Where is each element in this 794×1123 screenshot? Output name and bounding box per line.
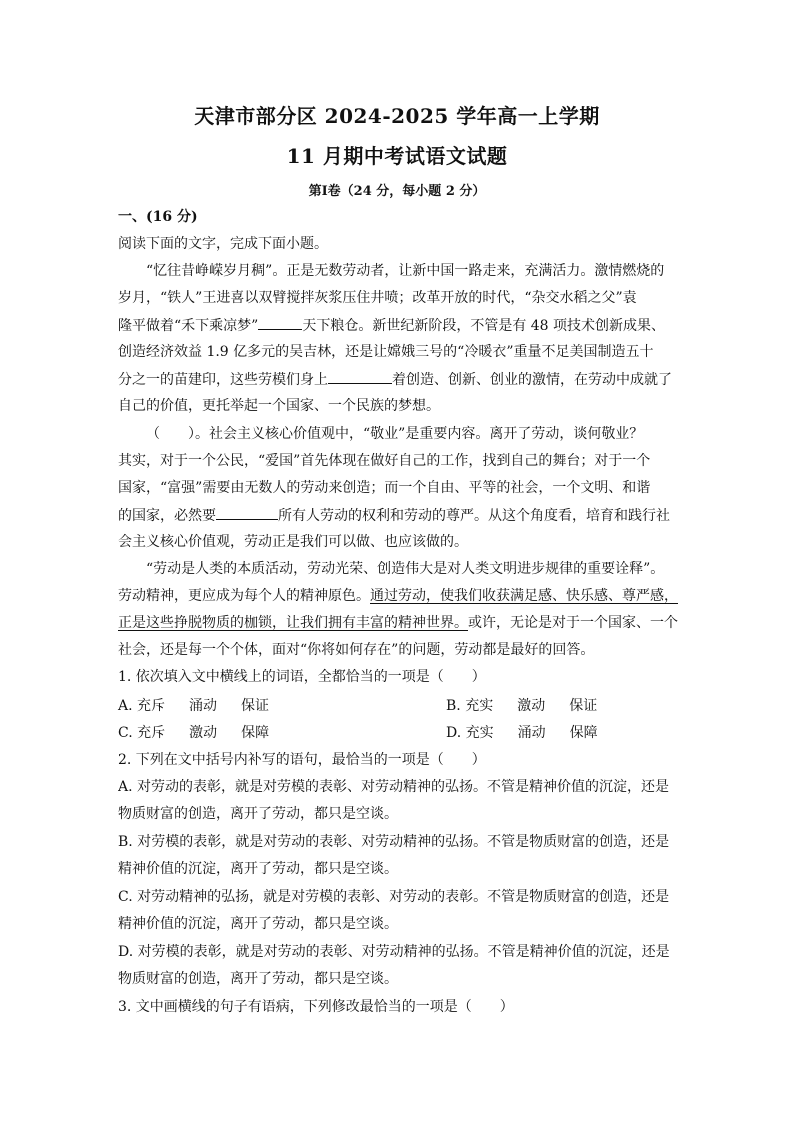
passage-line: 其实，对于一个公民，“爱国”首先体现在做好自己的工作，找到自己的舞台；对于一个 (118, 453, 651, 469)
passage-line: 自己的价值，更托举起一个国家、一个民族的梦想。 (118, 398, 440, 414)
part-label: 一、(16 分) (118, 209, 198, 225)
q2-option-d-cont: 物质财富的创造，离开了劳动，都只是空谈。 (118, 971, 398, 987)
passage-line (118, 315, 688, 336)
underlined-sentence: 通过劳动，使我们收获满足感、快乐感、尊严感， (370, 588, 678, 604)
exam-title-line1: 天津市部分区 2024-2025 学年高一上学期 (194, 104, 600, 128)
option-word: 保证 (241, 698, 270, 714)
passage-line (118, 369, 688, 390)
passage-text: 天下粮仓。新世纪新阶段，不管是有 48 项技术创新成果、 (302, 318, 666, 334)
option-word: D. 充实 (446, 725, 494, 741)
fill-blank (258, 315, 302, 330)
option-word: 涌动 (189, 698, 218, 714)
q2-option-a-cont: 物质财富的创造，离开了劳动，都只是空谈。 (118, 806, 398, 822)
q2-option-c: C. 对劳动精神的弘扬，就是对劳模的表彰、对劳动的表彰。不管是物质财富的创造，还是 (118, 889, 670, 905)
q2-option-c-cont: 精神价值的沉淀，离开了劳动，都只是空谈。 (118, 916, 398, 932)
passage-line: 社会，还是每一个个体，面对“你将如何存在”的问题，劳动都是最好的回答。 (118, 642, 595, 658)
passage-text: 的国家，必然要 (118, 508, 216, 524)
question-stem: 3. 文中画横线的句子有语病，下列修改最恰当的一项是（ ） (118, 999, 514, 1015)
option-word: 激动 (517, 698, 546, 714)
option-word: 保障 (569, 725, 598, 741)
passage-text: 所有人劳动的权利和劳动的尊严。从这个角度看，培育和践行社 (278, 508, 670, 524)
q2-option-d: D. 对劳模的表彰，就是对劳动的表彰、对劳动精神的弘扬。不管是精神价值的沉淀，还是 (118, 944, 670, 960)
fill-blank (216, 505, 278, 520)
option-word: 保证 (569, 698, 598, 714)
q1-option-c (118, 723, 269, 743)
q2-option-b: B. 对劳模的表彰，就是对劳动的表彰、对劳动精神的弘扬。不管是物质财富的创造，还是 (118, 834, 670, 850)
passage-line (118, 505, 688, 526)
instruction: 阅读下面的文字，完成下面小题。 (118, 236, 328, 252)
option-word: A. 充斥 (118, 698, 166, 714)
q2-option-b-cont: 精神价值的沉淀，离开了劳动，都只是空谈。 (118, 861, 398, 877)
passage-text: 劳动精神，更应成为每个人的精神原色。 (118, 588, 370, 604)
passage-line: “劳动是人类的本质活动，劳动光荣、创造伟大是对人类文明进步规律的重要诠释”。 (146, 561, 665, 577)
q1-option-d (446, 723, 598, 743)
exam-title-line2: 11 月期中考试语文试题 (286, 144, 508, 168)
option-word: B. 充实 (446, 698, 494, 714)
option-word: C. 充斥 (118, 725, 166, 741)
fill-blank (328, 369, 392, 384)
section-header: 第Ⅰ卷（24 分，每小题 2 分） (308, 184, 486, 199)
question-stem: 1. 依次填入文中横线上的词语，全都恰当的一项是（ ） (118, 669, 486, 685)
option-word: 保障 (241, 725, 270, 741)
q2-option-a: A. 对劳动的表彰，就是对劳模的表彰、对劳动精神的弘扬。不管是精神价值的沉淀，还是 (118, 779, 670, 795)
question-stem: 2. 下列在文中括号内补写的语句，最恰当的一项是（ ） (118, 752, 486, 768)
underlined-sentence: 正是这些挣脱物质的枷锁，让我们拥有丰富的精神世界。 (118, 615, 468, 631)
passage-text: 着创造、创新、创业的激情，在劳动中成就了 (392, 372, 672, 388)
option-word: 涌动 (517, 725, 546, 741)
passage-line (118, 613, 688, 633)
q1-option-a (118, 696, 269, 716)
option-word: 激动 (189, 725, 218, 741)
passage-line: 国家，“富强”需要由无数人的劳动来创造；而一个自由、平等的社会，一个文明、和谐 (118, 480, 651, 496)
passage-text: 或许，无论是对于一个国家、一个 (468, 615, 678, 631)
passage-line (118, 586, 688, 606)
passage-line: 创造经济效益 1.9 亿多元的吴吉林，还是让嫦娥三号的“冷暖衣”重量不足美国制造五十 (118, 344, 654, 360)
passage-text: 隆平做着“禾下乘凉梦” (118, 318, 259, 334)
passage-line: 会主义核心价值观，劳动正是我们可以做、也应该做的。 (118, 534, 468, 550)
passage-line: 岁月，“铁人”王进喜以双臂搅拌灰浆压住井喷；改革开放的时代，“杂交水稻之父”袁 (118, 290, 637, 306)
passage-line: （ ）。社会主义核心价值观中，“敬业”是重要内容。离开了劳动，谈何敬业？ (146, 426, 644, 442)
passage-line: “忆往昔峥嵘岁月稠”。正是无数劳动者，让新中国一路走来，充满活力。激情燃烧的 (146, 263, 665, 279)
passage-text: 分之一的苗建印，这些劳模们身上 (118, 372, 328, 388)
q1-option-b (446, 696, 597, 716)
